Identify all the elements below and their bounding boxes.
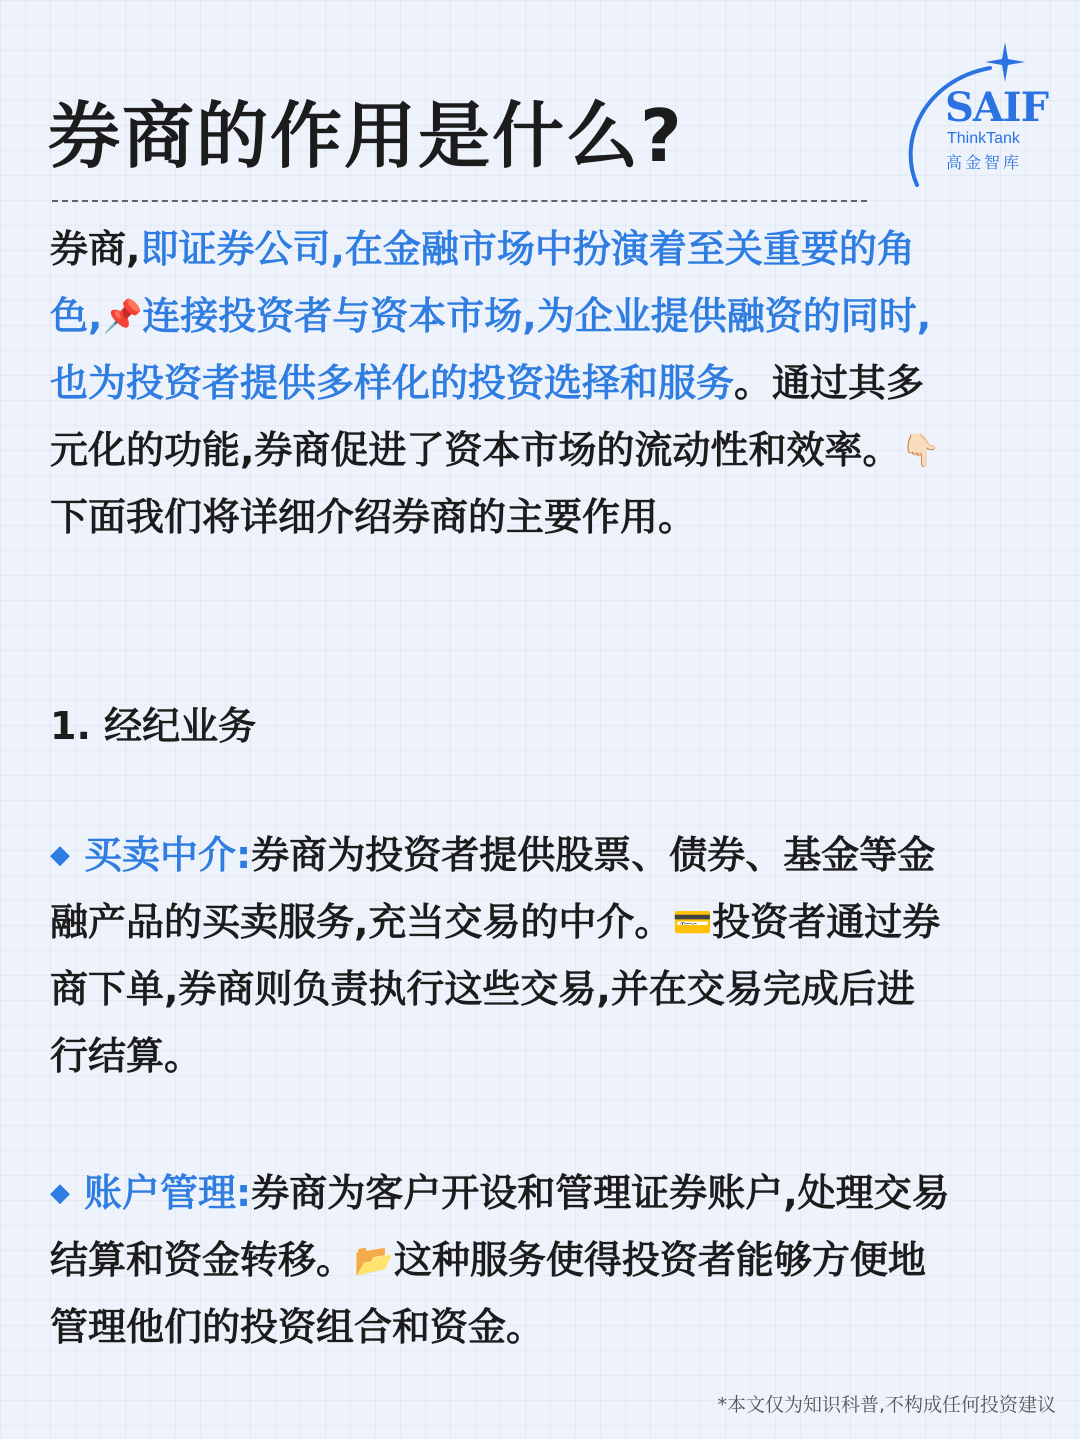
item-text-2: 投资者通过券商下单,券商则负责执行这些交易,并在交易完成后进行结算。 [50, 900, 941, 1078]
pin-icon: 📌 [102, 297, 143, 335]
item-trading-intermediary [50, 822, 950, 1090]
diamond-bullet-icon: ◆ [50, 1178, 70, 1208]
intro-highlight-1: 即证券公司,在金融市场中扮演着至关重要的角色, [50, 227, 915, 338]
intro-text-2: 下面我们将详细介绍券商的主要作用。 [50, 495, 697, 539]
intro-highlight-2: 连接投资者与资本市场,为企业提供融资的同时,也为投资者提供多样化的投资选择和服务 [50, 294, 932, 405]
intro-lead: 券商, [50, 227, 141, 271]
page-title: 券商的作用是什么? [48, 94, 684, 178]
item-label: 买卖中介: [84, 833, 252, 877]
item-account-management [50, 1160, 950, 1361]
logo-subtitle-cn: 高金智库 [946, 153, 1023, 172]
item-text-2: 这种服务使得投资者能够方便地管理他们的投资组合和资金。 [50, 1238, 926, 1349]
title-divider [52, 200, 867, 202]
intro-text-1: 。通过其多元化的功能,券商促进了资本市场的流动性和效率。 [50, 361, 925, 472]
item-text-1: 券商为投资者提供股票、债券、基金等金融产品的买卖服务,充当交易的中介。 [50, 833, 936, 944]
saif-thinktank-logo [905, 40, 1049, 190]
intro-paragraph [50, 216, 950, 551]
diamond-bullet-icon: ◆ [50, 840, 70, 870]
item-text-1: 券商为客户开设和管理证券账户,处理交易结算和资金转移。 [50, 1171, 950, 1282]
credit-card-icon: 💳 [672, 903, 713, 941]
item-label: 账户管理: [84, 1171, 252, 1215]
open-folder-icon: 📂 [354, 1241, 394, 1279]
pointing-down-hand-icon: 👇🏻 [900, 431, 941, 469]
disclaimer-text: *本文仅为知识科普,不构成任何投资建议 [717, 1394, 1056, 1416]
logo-brand-text: SAIF [945, 84, 1049, 131]
logo-subtitle-en: ThinkTank [947, 130, 1020, 147]
section-heading-brokerage: 1. 经纪业务 [50, 704, 257, 748]
